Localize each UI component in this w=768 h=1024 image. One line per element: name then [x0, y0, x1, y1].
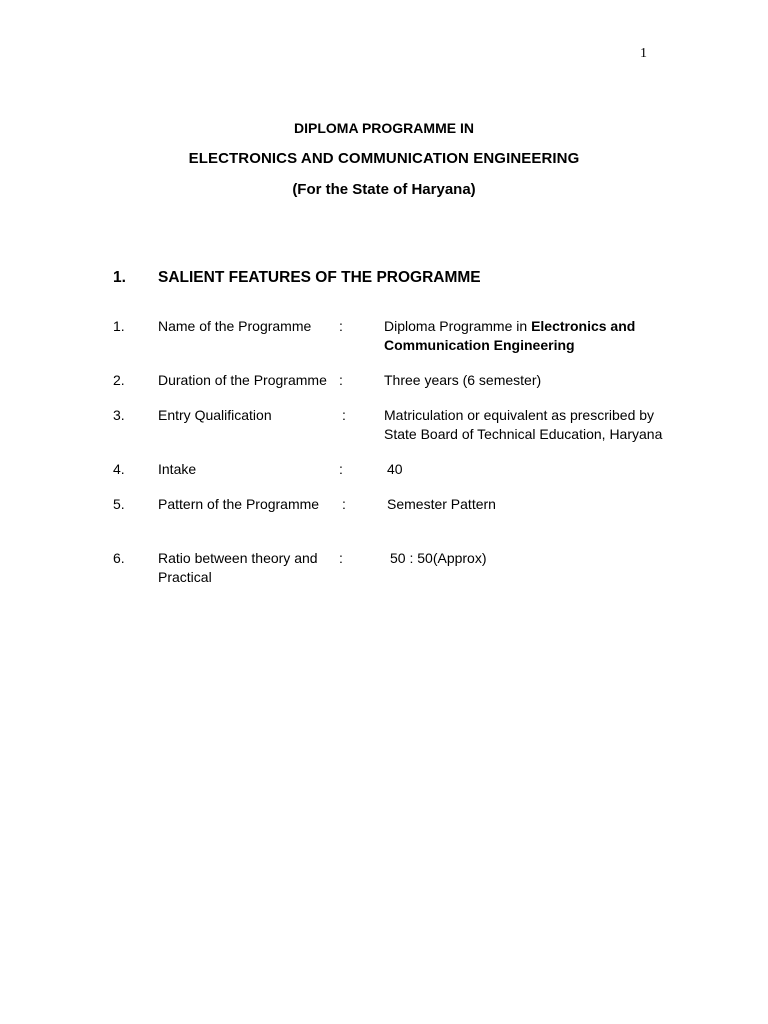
feature-label: Name of the Programme — [158, 318, 312, 334]
feature-label: Intake — [158, 461, 197, 477]
section-number: 1. — [113, 269, 126, 286]
section-heading — [113, 269, 481, 287]
feature-colon: : — [339, 318, 343, 334]
feature-colon: : — [342, 407, 346, 423]
feature-value: Three years (6 semester) — [384, 372, 542, 388]
feature-value: 40 — [387, 461, 403, 477]
feature-label-line2: Practical — [158, 568, 212, 585]
feature-number: 6. — [113, 550, 125, 566]
feature-value-line2: State Board of Technical Education, Haryana — [384, 425, 663, 442]
feature-label-line1: Ratio between theory and — [158, 550, 318, 566]
feature-number: 3. — [113, 407, 125, 423]
feature-value-bold-line2: Communication Engineering — [384, 336, 575, 353]
feature-value — [384, 317, 664, 354]
feature-label: Duration of the Programme — [158, 372, 327, 388]
feature-label — [158, 549, 318, 586]
feature-colon: : — [339, 461, 343, 477]
feature-value: Semester Pattern — [387, 496, 496, 512]
feature-label: Entry Qualification — [158, 407, 272, 423]
feature-number: 2. — [113, 372, 125, 388]
feature-number: 4. — [113, 461, 125, 477]
feature-value-bold: Electronics and — [531, 318, 636, 334]
feature-value — [384, 406, 664, 443]
document-title-line-2: ELECTRONICS AND COMMUNICATION ENGINEERING — [188, 150, 580, 167]
page-number: 1 — [640, 46, 647, 61]
feature-colon: : — [339, 372, 343, 388]
feature-label: Pattern of the Programme — [158, 496, 320, 512]
feature-colon: : — [342, 496, 346, 512]
feature-colon: : — [339, 550, 343, 566]
feature-value: 50 : 50(Approx) — [390, 550, 487, 566]
document-subtitle: (For the State of Haryana) — [292, 181, 476, 198]
feature-number: 5. — [113, 496, 125, 512]
document-title-line-1: DIPLOMA PROGRAMME IN — [294, 120, 474, 136]
feature-value-prefix: Diploma Programme in — [384, 318, 532, 334]
feature-value-line1: Matriculation or equivalent as prescribed by — [384, 407, 655, 423]
feature-number: 1. — [113, 318, 125, 334]
section-title: SALIENT FEATURES OF THE PROGRAMME — [158, 269, 481, 286]
